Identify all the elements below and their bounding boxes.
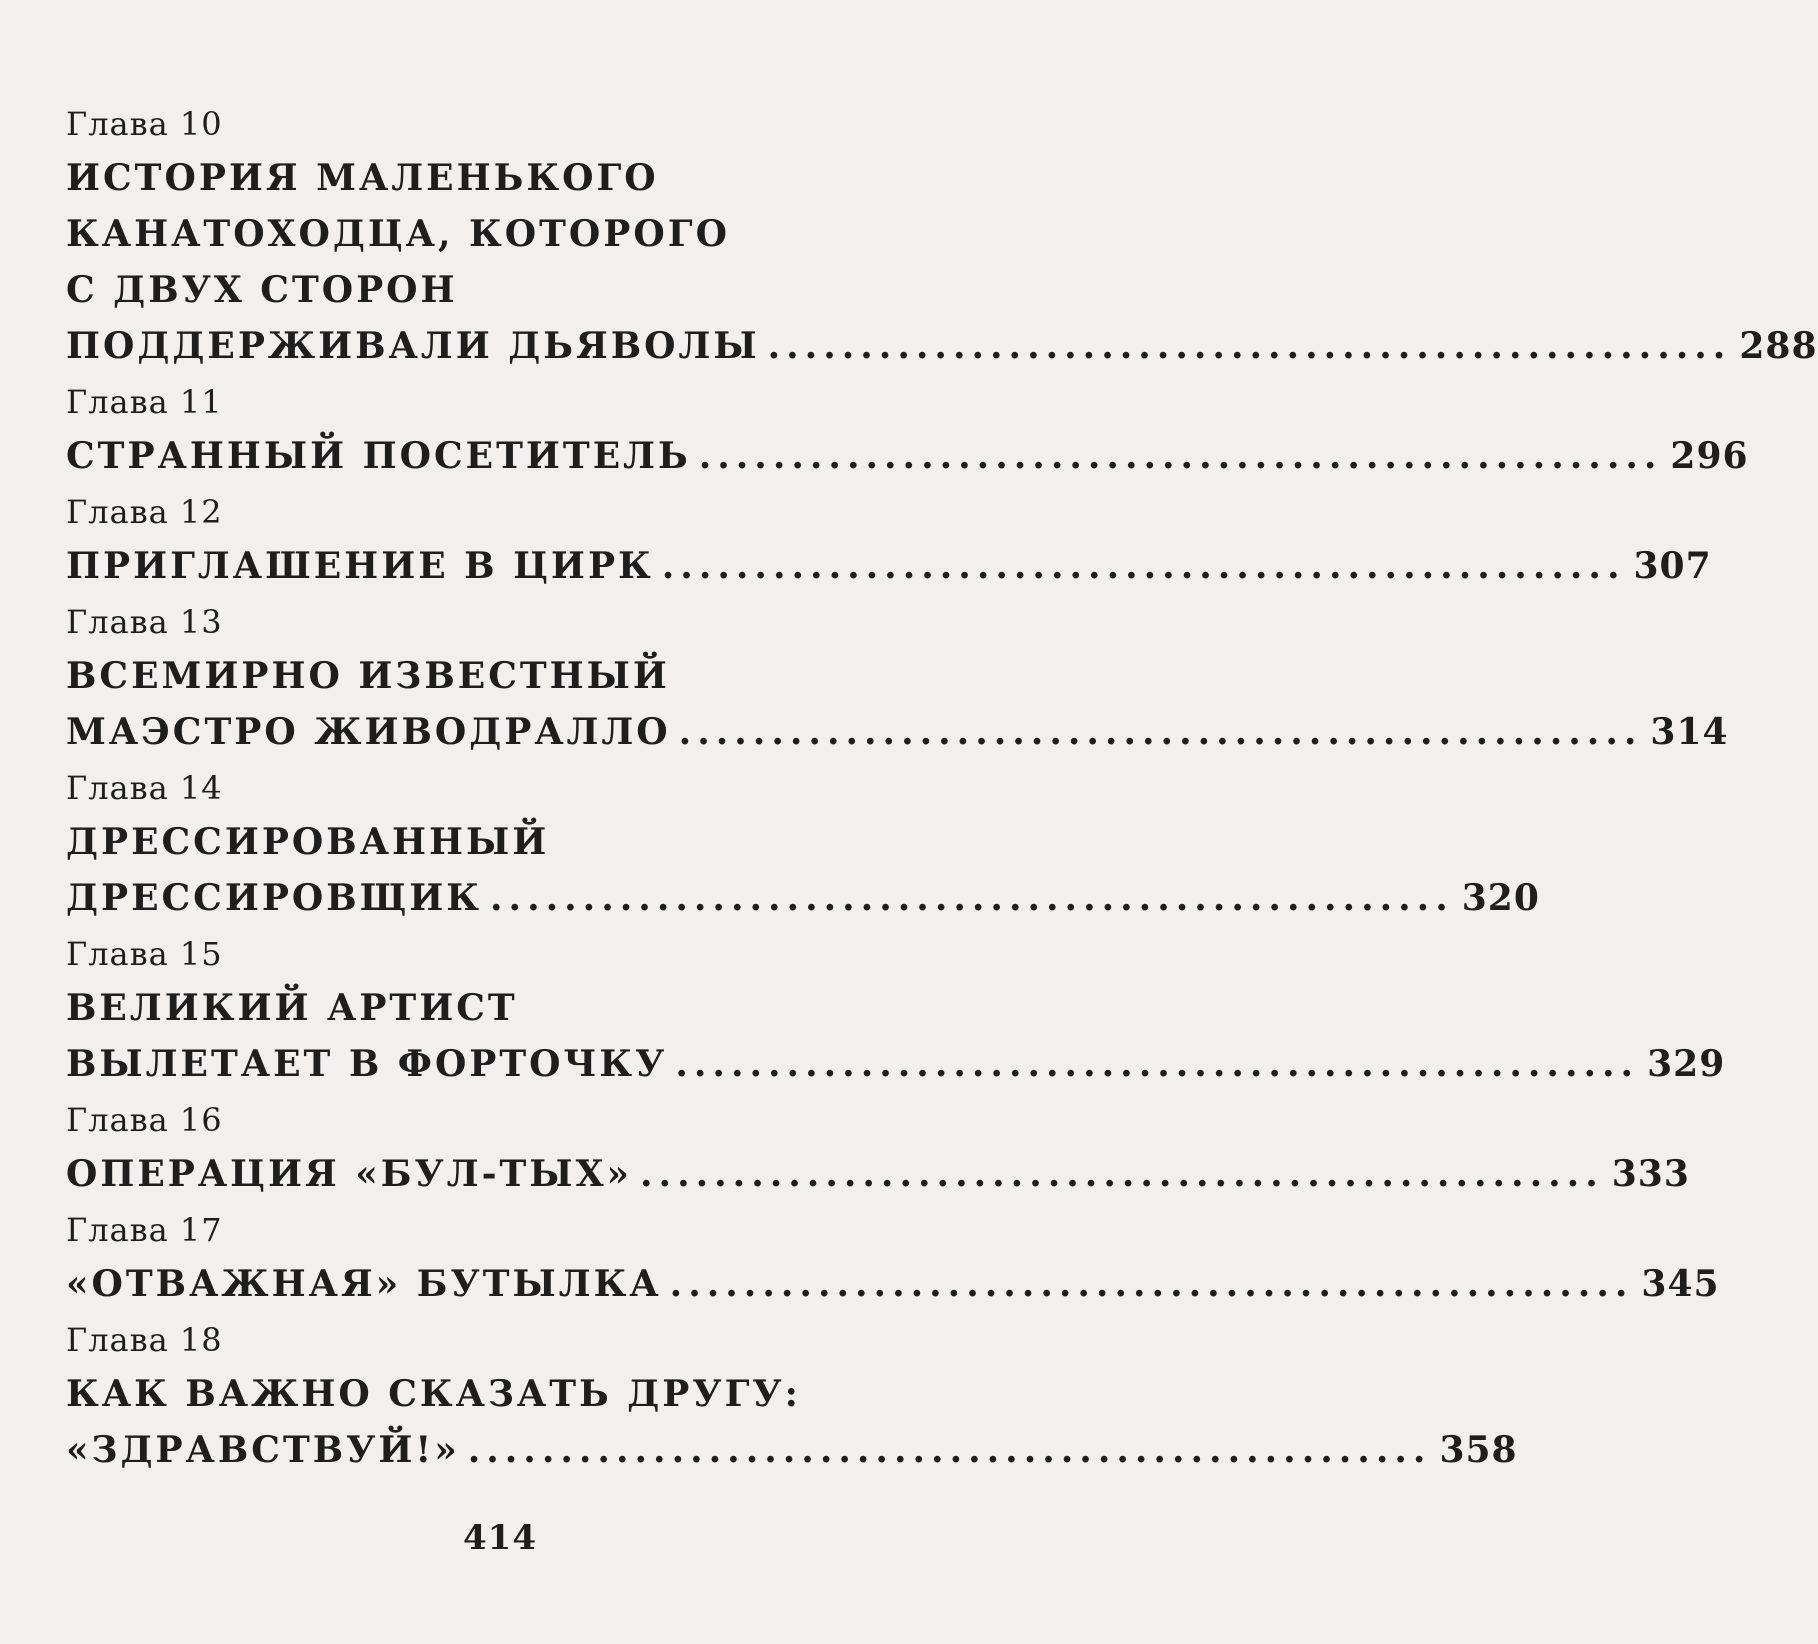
chapter-title-last-line bbox=[66, 1256, 1720, 1312]
chapter-title-text: «ОТВАЖНАЯ» БУТЫЛКА bbox=[66, 1263, 662, 1305]
toc-entry-chapter-18[interactable] bbox=[66, 1314, 1518, 1478]
chapter-title-text: ПРИГЛАШЕНИЕ В ЦИРК bbox=[66, 545, 654, 587]
chapter-title-text: ОПЕРАЦИЯ «БУЛ-ТЫХ» bbox=[66, 1153, 632, 1195]
chapter-label: Глава 14 bbox=[66, 769, 223, 807]
page-number: 414 bbox=[463, 1518, 537, 1558]
chapter-label: Глава 13 bbox=[66, 603, 223, 641]
chapter-title-text: ВЫЛЕТАЕТ В ФОРТОЧКУ bbox=[66, 1043, 668, 1085]
chapter-title-line: КАНАТОХОДЦА, КОТОРОГО bbox=[66, 213, 730, 255]
chapter-title-last-line bbox=[66, 870, 1540, 926]
chapter-title-last-line bbox=[66, 538, 1712, 594]
chapter-title-text: «ЗДРАВСТВУЙ!» bbox=[66, 1429, 460, 1471]
dot-leader: .................................................... bbox=[640, 1153, 1604, 1195]
toc-entry-chapter-12[interactable] bbox=[66, 486, 1712, 594]
chapter-title-line: С ДВУХ СТОРОН bbox=[66, 269, 458, 311]
toc-entry-chapter-10[interactable] bbox=[66, 98, 1818, 374]
chapter-title-line: ИСТОРИЯ МАЛЕНЬКОГО bbox=[66, 157, 659, 199]
toc-entry-chapter-13[interactable] bbox=[66, 596, 1729, 760]
chapter-title-text: ПОДДЕРЖИВАЛИ ДЬЯВОЛЫ bbox=[66, 325, 760, 367]
page-reference[interactable]: 314 bbox=[1650, 711, 1729, 753]
chapter-label: Глава 10 bbox=[66, 105, 223, 143]
page-reference[interactable]: 345 bbox=[1641, 1263, 1720, 1305]
chapter-label: Глава 15 bbox=[66, 935, 223, 973]
page-reference[interactable]: 288 bbox=[1739, 325, 1818, 367]
chapter-title-line: ДРЕССИРОВАННЫЙ bbox=[66, 821, 550, 863]
dot-leader: .................................................... bbox=[675, 1043, 1640, 1085]
dot-leader: .................................................... bbox=[767, 325, 1732, 367]
toc-entry-chapter-11[interactable] bbox=[66, 376, 1749, 484]
page-reference[interactable]: 329 bbox=[1647, 1043, 1726, 1085]
toc-entry-chapter-17[interactable] bbox=[66, 1204, 1720, 1312]
chapter-title-line: ВСЕМИРНО ИЗВЕСТНЫЙ bbox=[66, 655, 670, 697]
chapter-title-last-line bbox=[66, 428, 1749, 484]
toc-entry-chapter-15[interactable] bbox=[66, 928, 1726, 1092]
chapter-title-text: МАЭСТРО ЖИВОДРАЛЛО bbox=[66, 711, 671, 753]
chapter-label: Глава 16 bbox=[66, 1101, 223, 1139]
toc-entry-chapter-16[interactable] bbox=[66, 1094, 1690, 1202]
chapter-title-last-line bbox=[66, 704, 1729, 760]
chapter-title-last-line bbox=[66, 1146, 1690, 1202]
page-reference[interactable]: 358 bbox=[1439, 1429, 1518, 1471]
chapter-title-last-line bbox=[66, 318, 1818, 374]
chapter-title-text: ДРЕССИРОВЩИК bbox=[66, 877, 483, 919]
page-reference[interactable]: 333 bbox=[1611, 1153, 1690, 1195]
dot-leader: .................................................... bbox=[669, 1263, 1634, 1305]
page-reference[interactable]: 296 bbox=[1670, 435, 1749, 477]
dot-leader: .................................................... bbox=[490, 877, 1454, 919]
dot-leader: .................................................... bbox=[698, 435, 1663, 477]
dot-leader: .................................................... bbox=[678, 711, 1643, 753]
page-reference[interactable]: 320 bbox=[1461, 877, 1540, 919]
page-reference[interactable]: 307 bbox=[1633, 545, 1712, 587]
chapter-title-last-line bbox=[66, 1036, 1726, 1092]
chapter-title-line: КАК ВАЖНО СКАЗАТЬ ДРУГУ: bbox=[66, 1373, 801, 1415]
chapter-label: Глава 12 bbox=[66, 493, 223, 531]
toc-entry-chapter-14[interactable] bbox=[66, 762, 1540, 926]
dot-leader: .................................................... bbox=[467, 1429, 1432, 1471]
chapter-title-last-line bbox=[66, 1422, 1518, 1478]
chapter-label: Глава 11 bbox=[66, 383, 223, 421]
chapter-title-line: ВЕЛИКИЙ АРТИСТ bbox=[66, 987, 518, 1029]
table-of-contents bbox=[66, 98, 1818, 1478]
dot-leader: .................................................... bbox=[661, 545, 1626, 587]
chapter-label: Глава 18 bbox=[66, 1321, 223, 1359]
chapter-title-text: СТРАННЫЙ ПОСЕТИТЕЛЬ bbox=[66, 435, 691, 477]
chapter-label: Глава 17 bbox=[66, 1211, 223, 1249]
